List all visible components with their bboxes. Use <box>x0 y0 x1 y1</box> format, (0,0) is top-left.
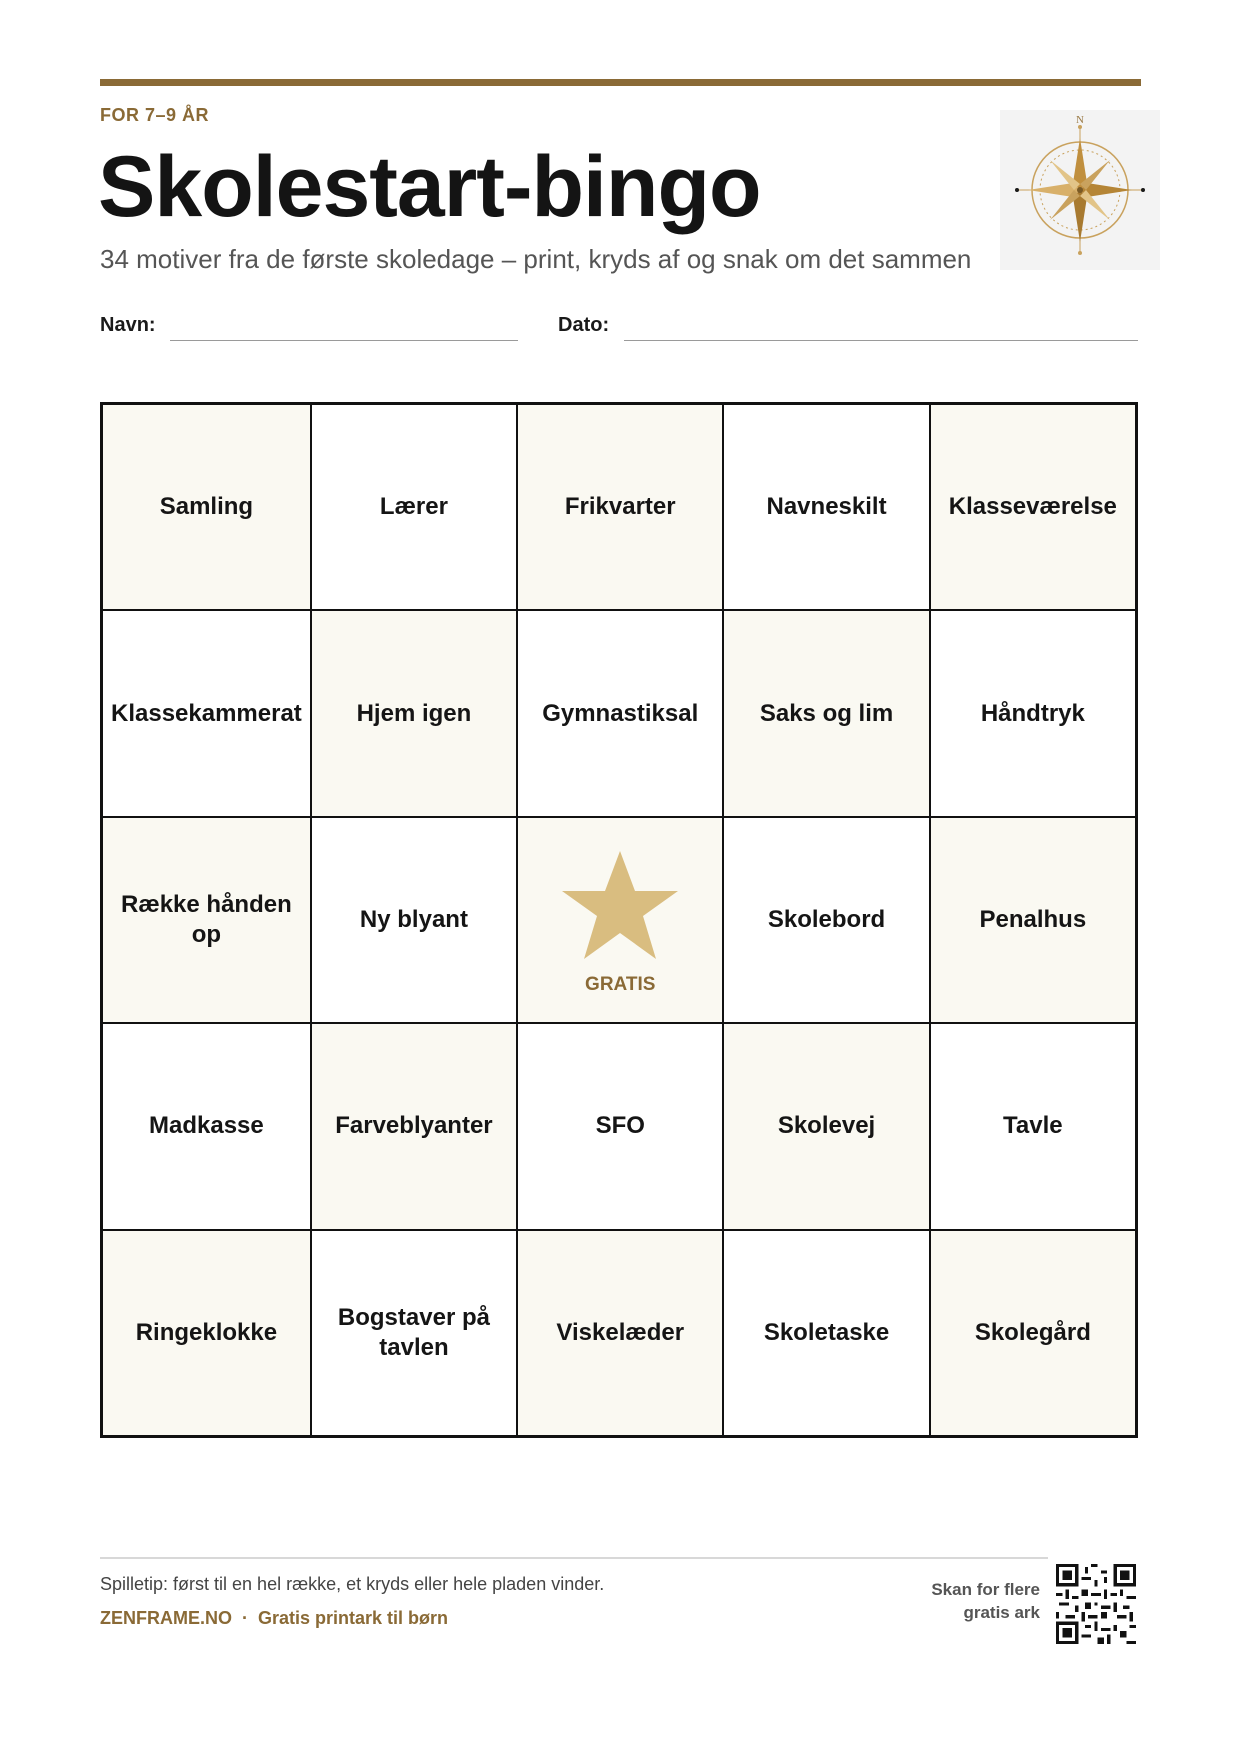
bingo-cell[interactable]: Hjem igen <box>312 611 516 815</box>
bingo-cell[interactable]: Klassekammerat <box>103 611 310 815</box>
bingo-cell[interactable]: Skolegård <box>931 1231 1135 1435</box>
page-subtitle: 34 motiver fra de første skoledage – print, kryds af og snak om det sammen <box>100 244 972 274</box>
bingo-cell[interactable]: Skolebord <box>724 818 928 1022</box>
bingo-cell[interactable]: Skolevej <box>724 1024 928 1228</box>
brand-separator: · <box>242 1608 248 1628</box>
age-tag: FOR 7–9 ÅR <box>100 105 210 125</box>
page-title: Skolestart-bingo <box>98 139 761 235</box>
bingo-board <box>100 402 1138 1438</box>
bingo-cell[interactable]: Håndtryk <box>931 611 1135 815</box>
bingo-cell[interactable]: Saks og lim <box>724 611 928 815</box>
star-icon <box>555 849 685 969</box>
bingo-cell[interactable]: Tavle <box>931 1024 1135 1228</box>
game-tip: Spilletip: først til en hel række, et kryds eller hele pladen vinder. <box>100 1574 605 1594</box>
bingo-cell[interactable]: Lærer <box>312 405 516 609</box>
compass-north-label: N <box>1076 114 1084 126</box>
bingo-cell[interactable]: Skoletaske <box>724 1231 928 1435</box>
bingo-cell[interactable]: Navneskilt <box>724 405 928 609</box>
brand-link[interactable]: ZENFRAME.NO <box>100 1608 232 1628</box>
bingo-cell[interactable]: SFO <box>518 1024 722 1228</box>
bingo-cell[interactable]: Madkasse <box>103 1024 310 1228</box>
bingo-cell[interactable]: Ny blyant <box>312 818 516 1022</box>
footer-divider <box>100 1557 1048 1559</box>
scan-caption <box>900 1579 1040 1625</box>
compass-icon <box>1000 110 1160 270</box>
top-accent-bar <box>100 79 1141 86</box>
bingo-cell[interactable]: Frikvarter <box>518 405 722 609</box>
brand-tagline: Gratis printark til børn <box>258 1608 449 1628</box>
bingo-cell[interactable]: Række hånden op <box>103 818 310 1022</box>
bingo-cell[interactable]: Gymnastiksal <box>518 611 722 815</box>
bingo-cell[interactable]: Ringeklokke <box>103 1231 310 1435</box>
scan-line-2: gratis ark <box>963 1602 1040 1622</box>
bingo-cell[interactable]: Penalhus <box>931 818 1135 1022</box>
free-label: GRATIS <box>585 974 656 996</box>
brand-line <box>100 1608 448 1629</box>
qr-code-icon[interactable] <box>1056 1564 1136 1644</box>
date-line[interactable] <box>624 340 1138 341</box>
free-cell[interactable] <box>518 818 722 1022</box>
bingo-cell[interactable]: Bogstaver på tavlen <box>312 1231 516 1435</box>
bingo-cell[interactable]: Klasseværelse <box>931 405 1135 609</box>
name-line[interactable] <box>170 340 518 341</box>
bingo-cell[interactable]: Viskelæder <box>518 1231 722 1435</box>
name-label: Navn: <box>100 314 156 336</box>
bingo-cell[interactable]: Samling <box>103 405 310 609</box>
date-label: Dato: <box>558 314 610 336</box>
bingo-cell[interactable]: Farveblyanter <box>312 1024 516 1228</box>
scan-line-1: Skan for flere <box>931 1580 1040 1599</box>
